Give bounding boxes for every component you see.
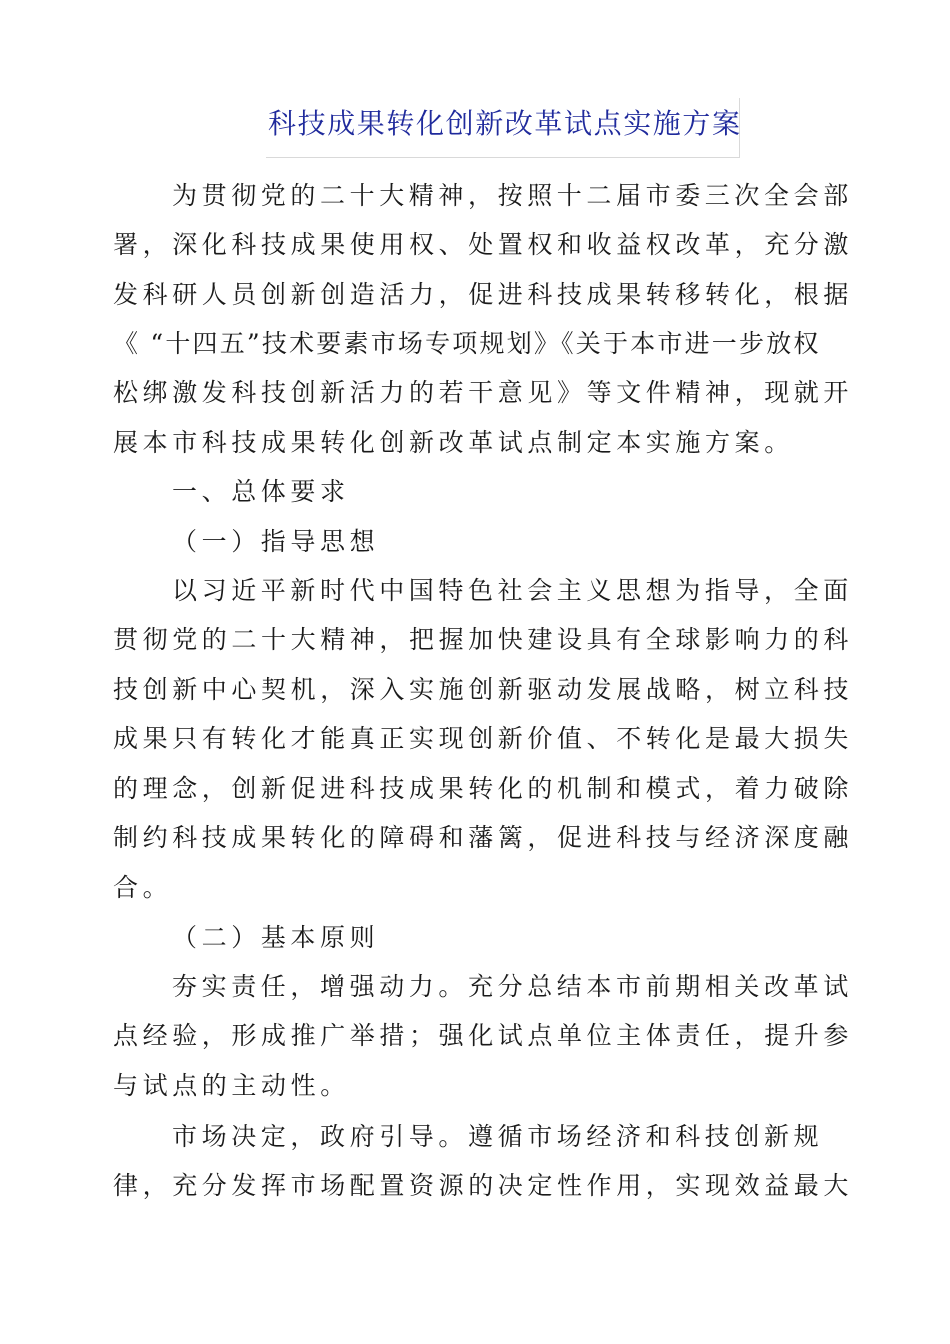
body-line: 成果只有转化才能真正实现创新价值、不转化是最大损失 xyxy=(113,724,854,753)
subsection-heading: （一）指导思想 xyxy=(172,527,380,556)
body-line: 技创新中心契机，深入实施创新驱动发展战略，树立科技 xyxy=(113,675,854,704)
body-line: 律，充分发挥市场配置资源的决定性作用，实现效益最大 xyxy=(113,1171,854,1200)
body-line: 署，深化科技成果使用权、处置权和收益权改革，充分激 xyxy=(113,230,854,259)
body-line: 夯实责任，增强动力。充分总结本市前期相关改革试 xyxy=(172,972,853,1001)
subsection-heading: （二）基本原则 xyxy=(172,923,380,952)
body-line: 为贯彻党的二十大精神，按照十二届市委三次全会部 xyxy=(172,181,853,210)
body-line: 以习近平新时代中国特色社会主义思想为指导，全面 xyxy=(172,576,853,605)
body-line: 市场决定，政府引导。遵循市场经济和科技创新规 xyxy=(172,1122,824,1151)
body-line: 与试点的主动性。 xyxy=(113,1071,350,1100)
body-line: 《 “十四五”技术要素市场专项规划》《关于本市进一步放权 xyxy=(113,329,821,358)
body-line: 松绑激发科技创新活力的若干意见》等文件精神，现就开 xyxy=(113,378,854,407)
document-title: 科技成果转化创新改革试点实施方案 xyxy=(268,107,742,140)
body-line: 制约科技成果转化的障碍和藩篱，促进科技与经济深度融 xyxy=(113,823,854,852)
section-heading: 一、总体要求 xyxy=(172,477,350,506)
body-line: 展本市科技成果转化创新改革试点制定本实施方案。 xyxy=(113,428,794,457)
body-line: 的理念，创新促进科技成果转化的机制和模式，着力破除 xyxy=(113,774,854,803)
body-line: 点经验，形成推广举措；强化试点单位主体责任，提升参 xyxy=(113,1021,854,1050)
body-line: 贯彻党的二十大精神，把握加快建设具有全球影响力的科 xyxy=(113,625,854,654)
body-line: 发科研人员创新创造活力，促进科技成果转移转化，根据 xyxy=(113,280,854,309)
body-line: 合。 xyxy=(113,873,173,902)
